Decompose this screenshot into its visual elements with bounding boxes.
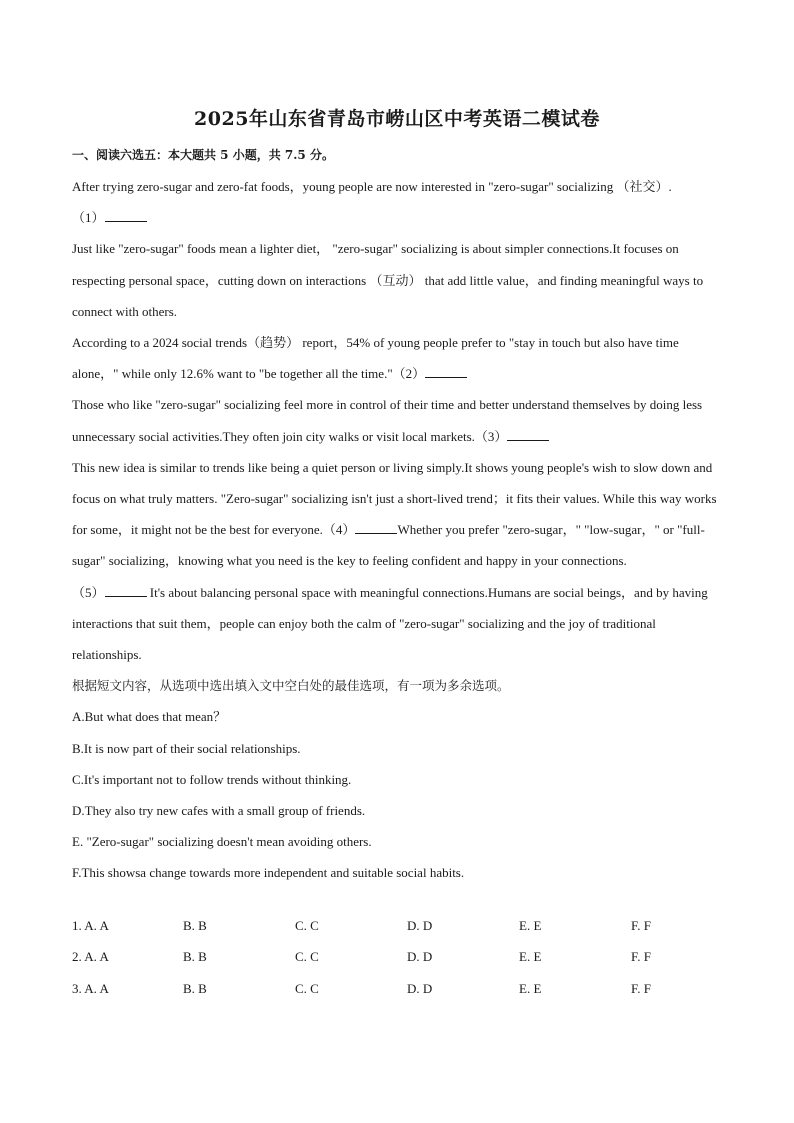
option-e[interactable]: E. E bbox=[519, 949, 542, 965]
blank-number-1: （1） bbox=[72, 210, 105, 226]
paragraph-1: After trying zero-sugar and zero-fat foods，young people are now interested in "zero-sugar" socializing （社交）. bbox=[72, 179, 672, 194]
answer-blank-3 bbox=[507, 440, 549, 441]
answer-blank-2 bbox=[425, 377, 467, 378]
paragraph-3: Just like "zero-sugar" foods mean a lighter diet， "zero-sugar" socializing is about simpler connections.It focuses on respecting personal space，cutting down on interactions （互动） that add little value，and finding meaningful ways to connect with others. bbox=[72, 241, 704, 319]
paragraph-4-text: According to a 2024 social trends（趋势） report，54% of young people prefer to "stay in touch but also have time alone，" while only 12.6% want to "be together all the time." bbox=[72, 335, 679, 382]
choice-d: D.They also try new cafes with a small group of friends. bbox=[72, 803, 366, 819]
option-f[interactable]: F. F bbox=[631, 980, 651, 996]
paragraph-6 bbox=[72, 452, 722, 577]
blank-number-2: （2） bbox=[392, 366, 426, 382]
paragraph-2 bbox=[72, 202, 722, 233]
option-a[interactable]: 3. A. A bbox=[72, 980, 109, 996]
choice-c: C.It's important not to follow trends without thinking. bbox=[72, 771, 352, 787]
option-f[interactable]: F. F bbox=[631, 918, 651, 933]
paragraph-7 bbox=[72, 577, 722, 671]
option-c[interactable]: C. C bbox=[295, 918, 319, 933]
paragraph-4 bbox=[72, 327, 722, 389]
answer-blank-1 bbox=[105, 221, 147, 222]
option-d[interactable]: D. D bbox=[407, 980, 433, 996]
paragraph-5 bbox=[72, 389, 722, 451]
paragraph-6-text-b: Whether you prefer "zero-sugar，" "low-sugar，" or "full-sugar" socializing，knowing what you need is the key to feeling confident and happy in your connections. bbox=[72, 522, 705, 569]
option-d[interactable]: D. D bbox=[407, 949, 433, 965]
section-heading: 一、阅读六选五：本大题共 5 小题，共 7.5 分。 bbox=[72, 148, 334, 162]
option-e[interactable]: E. E bbox=[519, 980, 542, 996]
option-b[interactable]: B. B bbox=[183, 918, 207, 933]
option-b[interactable]: B. B bbox=[183, 949, 207, 965]
answer-blank-4 bbox=[355, 533, 397, 534]
paragraph-6-text-a: This new idea is similar to trends like being a quiet person or living simply.It shows young people's wish to slow down and focus on what truly matters. "Zero-sugar" socializing isn't just a short-lived trend；it fits their values. While this way works for some，it might not be the best for everyone. bbox=[72, 459, 717, 538]
option-c[interactable]: C. C bbox=[295, 980, 319, 996]
choice-b: B.It is now part of their social relationships. bbox=[72, 740, 301, 756]
choice-e: E. "Zero-sugar" socializing doesn't mean avoiding others. bbox=[72, 834, 372, 850]
choice-f: F.This showsa change towards more independent and suitable social habits. bbox=[72, 865, 465, 881]
exam-title: 2025年山东省青岛市崂山区中考英语二模试卷 bbox=[194, 108, 600, 130]
option-b[interactable]: B. B bbox=[183, 980, 207, 996]
option-c[interactable]: C. C bbox=[295, 949, 319, 965]
paragraph-7-text: It's about balancing personal space with meaningful connections.Humans are social beings，and by having interactions that suit them，people can enjoy both the calm of "zero-sugar" socializing and the joy of traditional relationships. bbox=[72, 584, 708, 663]
answer-blank-5 bbox=[105, 596, 147, 597]
option-a[interactable]: 2. A. A bbox=[72, 949, 109, 965]
option-f[interactable]: F. F bbox=[631, 949, 651, 965]
blank-number-4: （4） bbox=[322, 522, 356, 538]
reading-passage bbox=[72, 171, 722, 889]
instruction-text: 根据短文内容，从选项中选出填入文中空白处的最佳选项，有一项为多余选项。 bbox=[72, 678, 510, 694]
choice-a: A.But what does that mean？ bbox=[72, 709, 227, 725]
option-a[interactable]: 1. A. A bbox=[72, 918, 109, 933]
option-e[interactable]: E. E bbox=[519, 918, 542, 933]
option-d[interactable]: D. D bbox=[407, 918, 433, 933]
blank-number-5: （5） bbox=[72, 584, 105, 600]
paragraph-5-text: Those who like "zero-sugar" socializing feel more in control of their time and better understand themselves by doing less unnecessary social activities.They often join city walks or visit local markets. bbox=[72, 397, 703, 444]
blank-number-3: （3） bbox=[474, 428, 508, 444]
